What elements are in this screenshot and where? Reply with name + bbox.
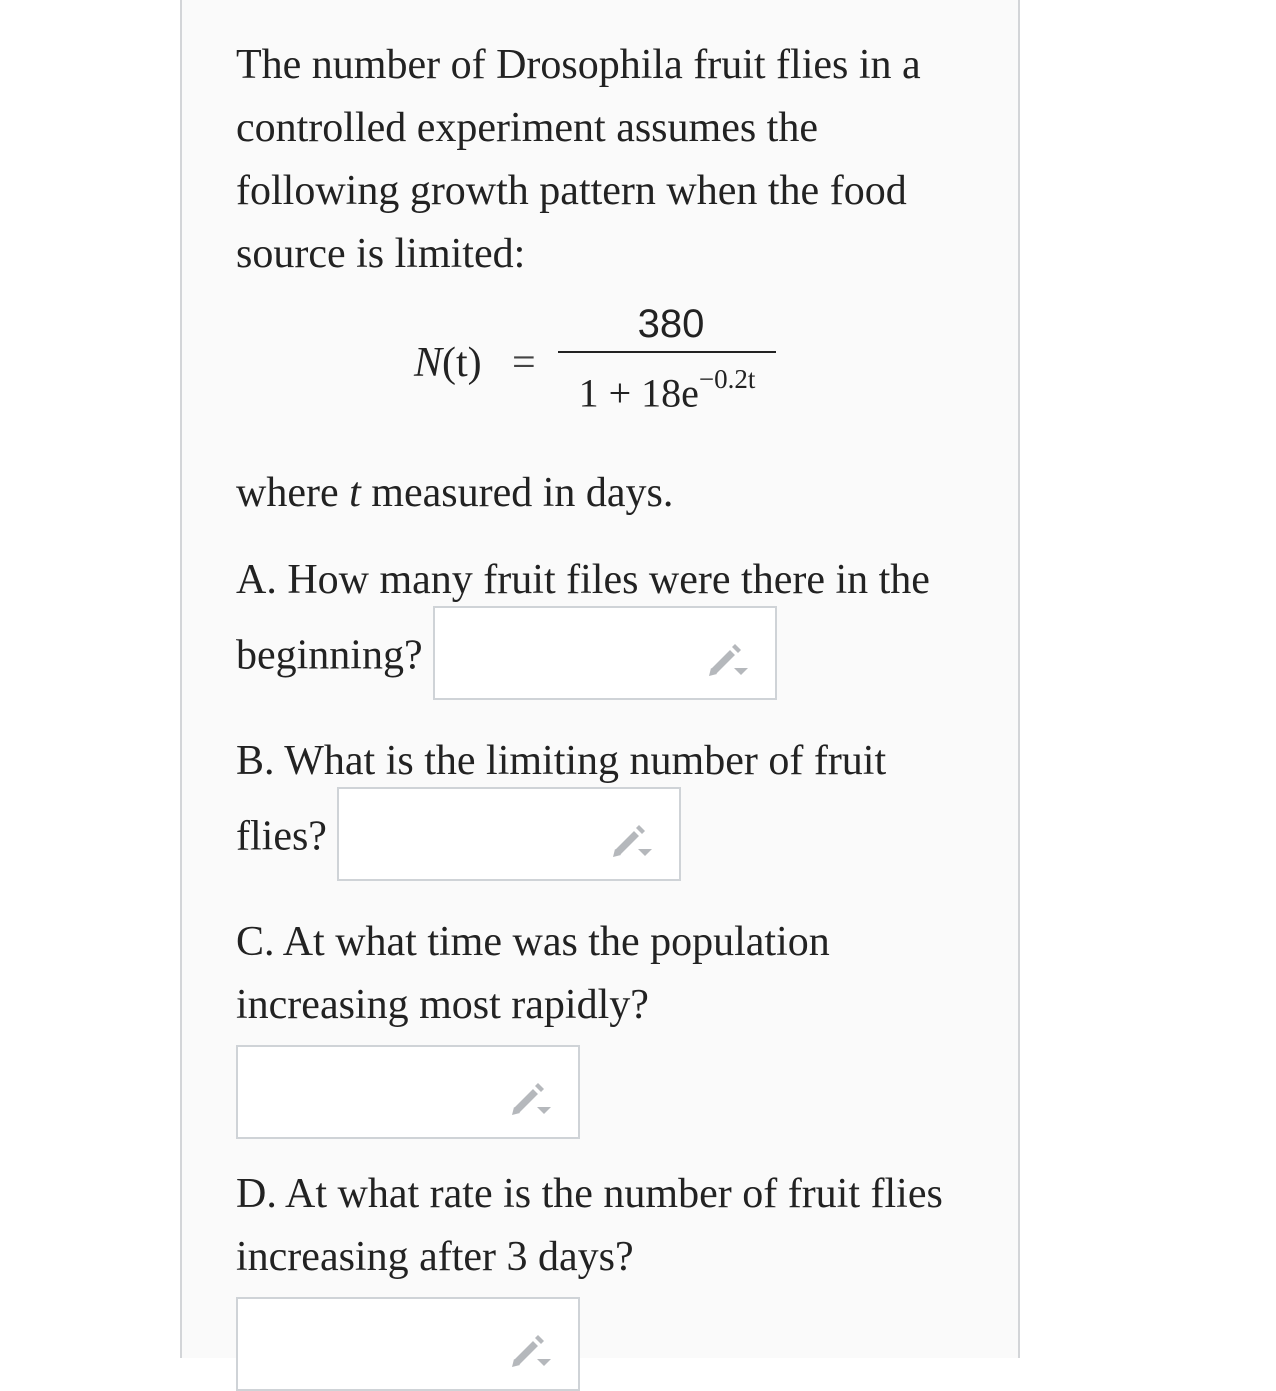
equation-equals: = xyxy=(512,340,536,386)
question-d xyxy=(236,1163,956,1289)
pencil-dropdown-icon[interactable] xyxy=(609,819,653,859)
question-a xyxy=(236,549,956,706)
question-panel xyxy=(180,0,1020,1358)
pencil-dropdown-icon[interactable] xyxy=(508,1077,552,1117)
equation-fraction xyxy=(558,300,776,417)
where-variable: t xyxy=(349,470,361,516)
equation-arg: (t) xyxy=(442,340,482,386)
answer-input-a[interactable] xyxy=(433,606,777,700)
growth-equation xyxy=(236,286,956,462)
question-a-label: A. How many fruit files were there in the beginning? xyxy=(236,557,930,679)
question-b-label: B. What is the limiting number of fruit flies? xyxy=(236,738,887,860)
equation-func: N xyxy=(414,340,443,386)
answer-input-d[interactable] xyxy=(236,1297,580,1391)
pencil-dropdown-icon[interactable] xyxy=(705,638,749,678)
where-after: measured in days. xyxy=(360,470,674,516)
fraction-denominator xyxy=(558,359,776,417)
question-d-label: D. At what rate is the number of fruit flies increasing after 3 days? xyxy=(236,1171,943,1280)
fraction-numerator: 380 xyxy=(637,302,705,346)
fraction-bar xyxy=(558,351,776,353)
pencil-dropdown-icon[interactable] xyxy=(508,1329,552,1369)
question-c-label: C. At what time was the population increasing most rapidly? xyxy=(236,919,830,1028)
time-units-note xyxy=(236,462,956,525)
denominator-exponent: −0.2t xyxy=(698,364,756,394)
equation-lhs xyxy=(414,332,482,395)
answer-input-b[interactable] xyxy=(337,787,681,881)
question-b xyxy=(236,730,956,887)
problem-intro: The number of Drosophila fruit flies in a controlled experiment assumes the following growth pattern when the food source is limited: xyxy=(236,42,921,277)
question-c xyxy=(236,911,956,1037)
answer-input-c[interactable] xyxy=(236,1045,580,1139)
where-before: where xyxy=(236,470,350,516)
denominator-base: 1 + 18e xyxy=(578,370,699,416)
question-content xyxy=(236,34,956,1391)
